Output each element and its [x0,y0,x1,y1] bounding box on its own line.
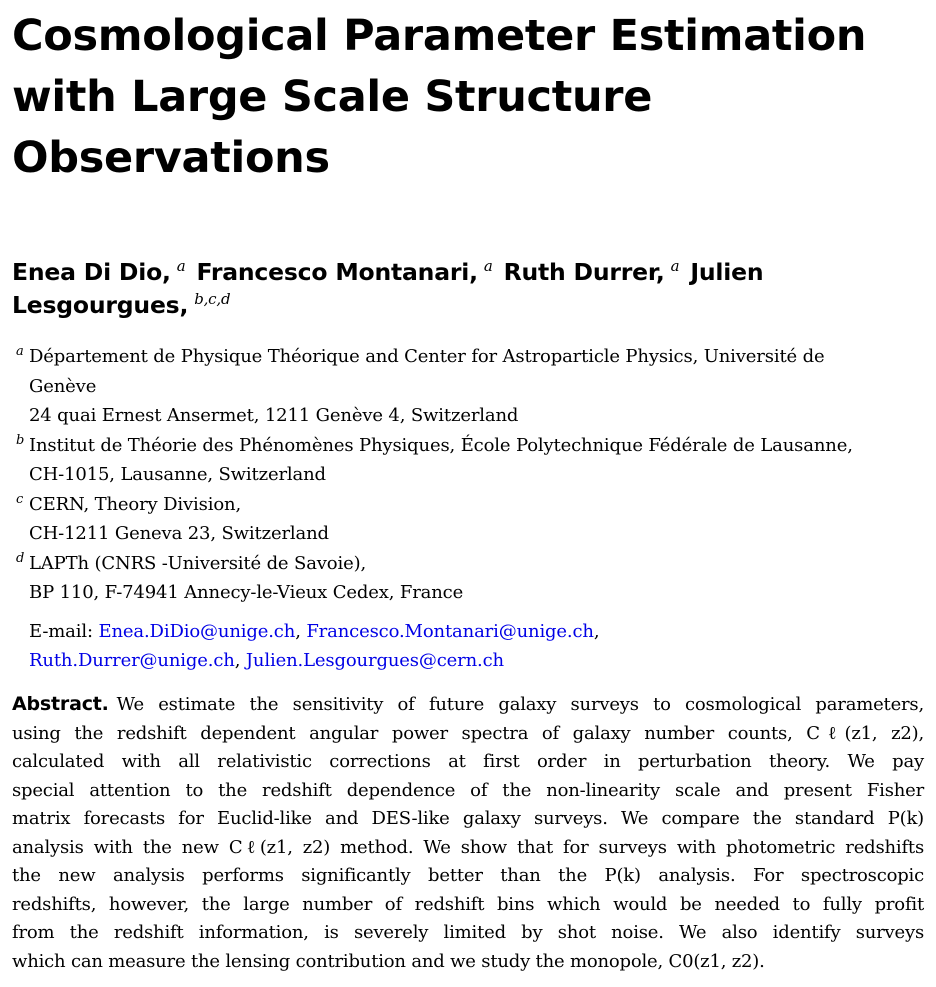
email-link[interactable]: Enea.DiDio@unige.ch [98,620,296,642]
abstract-line: calculated with all relativistic corrections at first order in perturbation theory. We pay [12,751,924,772]
email-line: E-mail: Enea.DiDio@unige.ch, Francesco.Montanari@unige.ch, [29,620,600,642]
email-link[interactable]: Ruth.Durrer@unige.ch [29,650,235,671]
affiliation-line: CH-1015, Lausanne, Switzerland [29,464,326,485]
author-name: Francesco Montanari, [196,258,478,286]
affiliation-line: BP 110, F-74941 Annecy-le-Vieux Cedex, France [29,582,464,603]
author-name: Enea Di Dio, [12,258,171,286]
affiliation-d [16,549,931,608]
paper-title [12,6,912,189]
author-line [12,256,927,289]
author-name: Julien [690,258,764,286]
title-line: with Large Scale Structure [12,72,653,122]
affiliation-b [16,431,931,490]
abstract-line [12,690,924,720]
affiliation-line: CERN, Theory Division, [29,493,242,515]
abstract-line: matrix forecasts for Euclid-like and DES-like galaxy surveys. We compare the standard P(k) [12,808,924,829]
email-label: E-mail: [29,620,93,642]
abstract-label: Abstract. [12,693,109,715]
abstract-line: analysis with the new Cℓ(z1, z2) method. We show that for surveys with photometric redshifts [12,836,924,858]
email-line: Ruth.Durrer@unige.ch, Julien.Lesgourgues@cern.ch [29,650,504,671]
abstract-line: the new analysis performs significantly better than the P(k) analysis. For spectroscopic [12,865,924,886]
affiliation-c [16,490,931,549]
author-affiliation-marker: a [483,257,493,275]
affiliation-line: Genève [29,375,97,397]
affiliation-line: LAPTh (CNRS -Université de Savoie), [29,552,367,574]
affiliation-a [16,342,931,431]
abstract-line: using the redshift dependent angular power spectra of galaxy number counts, Cℓ(z1, z2), [12,722,924,744]
title-line: Cosmological Parameter Estimation [12,11,867,61]
author-affiliation-marker: b,c,d [194,290,231,308]
affiliation-line: 24 quai Ernest Ansermet, 1211 Genève 4, Switzerland [29,405,519,426]
abstract-line: redshifts, however, the large number of redshift bins which would be needed to fully profit [12,893,924,915]
abstract [12,690,924,976]
author-affiliation-marker: a [670,257,680,275]
abstract-text: We estimate the sensitivity of future galaxy surveys to cosmological parameters, [116,694,924,715]
affiliation-line: Institut de Théorie des Phénomènes Physiques, École Polytechnique Fédérale de Lausanne, [29,434,853,456]
email-block [16,617,931,676]
author-line [12,289,927,322]
affiliation-marker: b [16,432,25,448]
affiliation-marker: a [16,344,24,359]
abstract-line: from the redshift information, is severely limited by shot noise. We also identify surveys [12,922,924,943]
author-list [12,256,927,322]
abstract-line: which can measure the lensing contribution and we study the monopole, C0(z1, z2). [12,950,765,972]
abstract-line: special attention to the redshift dependence of the non-linearity scale and present Fisher [12,779,924,801]
affiliation-list [16,342,931,676]
affiliation-line: Département de Physique Théorique and Center for Astroparticle Physics, Université de [29,346,825,367]
author-affiliation-marker: a [176,257,186,275]
affiliation-marker: c [16,491,24,507]
title-line: Observations [12,133,330,183]
affiliation-marker: d [16,550,25,566]
email-link[interactable]: Francesco.Montanari@unige.ch [306,620,594,642]
author-name: Lesgourgues, [12,291,189,319]
affiliation-line: CH-1211 Geneva 23, Switzerland [29,523,329,544]
author-name: Ruth Durrer, [503,258,665,286]
email-link[interactable]: Julien.Lesgourgues@cern.ch [245,650,504,671]
